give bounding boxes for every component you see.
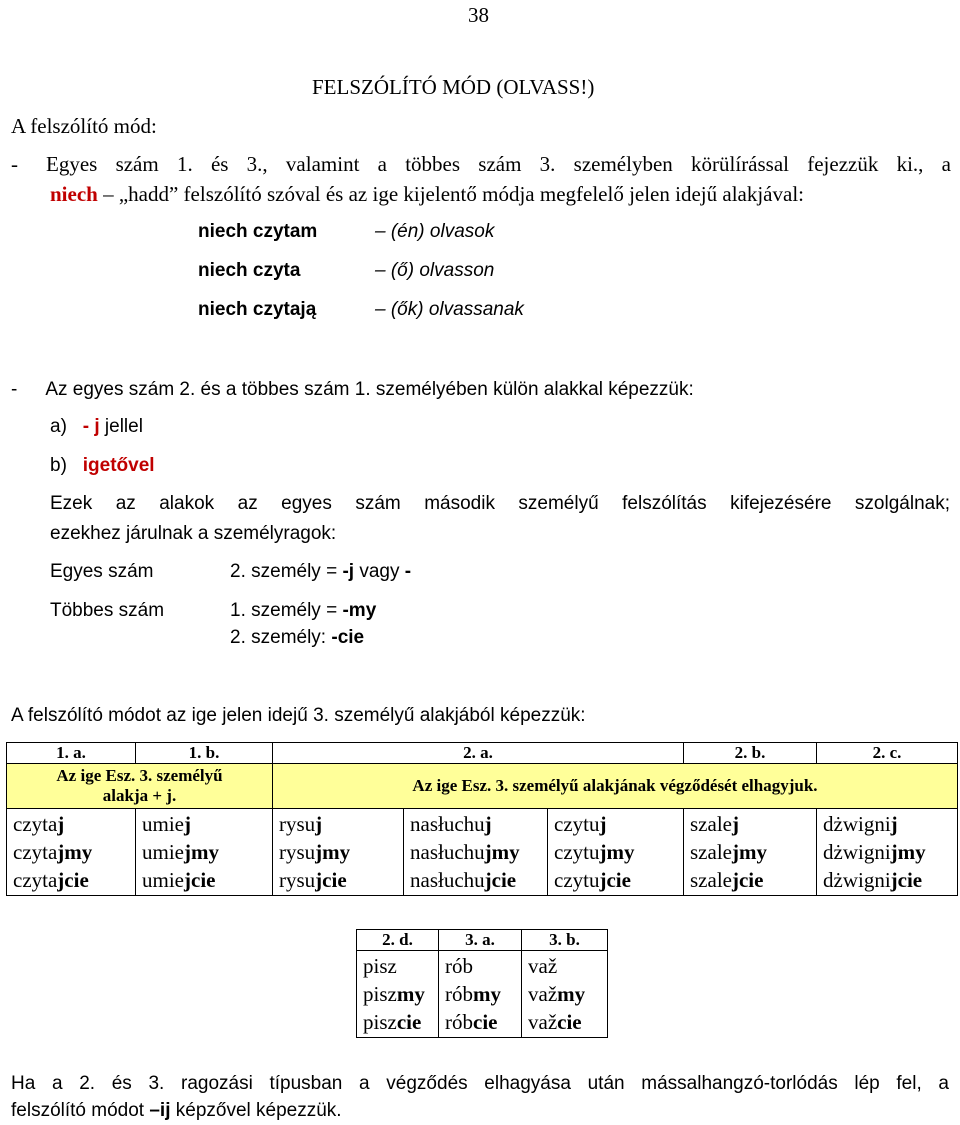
verb-forms-cell (817, 809, 958, 896)
verb-stem: szale (690, 840, 732, 864)
verb-ending: j (890, 812, 898, 836)
verb-stem: rysu (279, 840, 316, 864)
verb-stem: nasłuchu (410, 812, 485, 836)
rule-drop-ending: Az ige Esz. 3. személyű alakjának végződését elhagyjuk. (273, 764, 958, 809)
niech-example-1 (198, 220, 317, 244)
verb-stem: rysu (279, 868, 316, 892)
table-header-row (357, 930, 608, 951)
verb-ending: jmy (184, 840, 219, 864)
option-a-text: jellel (99, 416, 143, 437)
niech-example-3 (198, 298, 316, 322)
verb-form (823, 810, 951, 838)
singular-j: -j (342, 561, 355, 582)
verb-form (142, 866, 266, 894)
niech-polish: niech czytam (198, 221, 318, 242)
verb-ending: cie (396, 1010, 422, 1034)
verb-form (445, 1008, 515, 1036)
verb-form (363, 1008, 432, 1036)
page-number: 38 (468, 3, 489, 27)
verb-form (528, 980, 601, 1008)
table-header: 1. b. (136, 743, 273, 764)
niech-polish: niech czytają (198, 299, 317, 320)
option-a (50, 415, 143, 439)
singular-dash: - (404, 561, 412, 582)
verb-forms-cell (357, 951, 439, 1038)
option-b-red: igetővel (82, 455, 155, 476)
table-header: 2. d. (357, 930, 439, 951)
verb-form (690, 866, 810, 894)
bullet1-text: Egyes szám 1. és 3., valamint a többes szám 3. személyben körülírással fejezzük ki., a (46, 152, 951, 176)
bullet-dash: - (11, 152, 18, 176)
plural1-my: -my (342, 600, 377, 621)
verb-form (410, 838, 541, 866)
table-forms-row (357, 951, 608, 1038)
verb-ending: jmy (599, 840, 635, 864)
verb-form (410, 810, 541, 838)
verb-ending: jmy (315, 840, 351, 864)
verb-forms-cell (136, 809, 273, 896)
plural1-text: 1. személy = (230, 600, 343, 621)
table-header: 2. c. (817, 743, 958, 764)
verb-form (363, 980, 432, 1008)
verb-forms-cell (7, 809, 136, 896)
verb-forms-cell (548, 809, 684, 896)
verb-form (13, 866, 129, 894)
verb-stem: nasłuchu (410, 840, 485, 864)
verb-stem: rób (445, 954, 473, 978)
table-header-row (7, 743, 958, 764)
bullet-dash: - (11, 379, 18, 400)
verb-ending: jcie (731, 868, 764, 892)
verb-form (13, 838, 129, 866)
verb-form (142, 838, 266, 866)
verb-form (363, 952, 432, 980)
verb-form (554, 866, 677, 894)
verb-ending: cie (473, 1010, 498, 1034)
plural-ending-1 (230, 599, 376, 623)
rule-add-j-line2: alakja + j. (102, 786, 177, 805)
verb-form (554, 838, 677, 866)
verb-forms-cell (439, 951, 522, 1038)
niech-translation-3: – (ők) olvassanak (375, 299, 524, 320)
verb-form (823, 838, 951, 866)
verb-stem: pisz (363, 1010, 397, 1034)
verb-ending: jmy (57, 840, 93, 864)
plural-label: Többes szám (50, 600, 165, 621)
option-a-red: - j (82, 416, 100, 437)
niech-polish: niech czyta (198, 260, 301, 281)
footer-text-end: képzővel képezzük. (170, 1100, 342, 1121)
explanation-line1: Ezek az alakok az egyes szám második személyű felszólítás kifejezésére szolgálnak; (50, 493, 950, 514)
verb-form (279, 866, 397, 894)
verb-stem: umie (142, 868, 184, 892)
verb-stem: važ (528, 1010, 558, 1034)
verb-stem: važ (528, 954, 558, 978)
verb-stem: szale (690, 812, 732, 836)
plural2-text: 2. személy: (230, 627, 332, 648)
verb-stem: dżwigni (823, 840, 891, 864)
verb-ending: jmy (484, 840, 520, 864)
verb-stem: umie (142, 812, 184, 836)
footer-line1: Ha a 2. és 3. ragozási típusban a végződés elhagyása után mássalhangzó-torlódás lép fel, a (11, 1073, 949, 1094)
bullet1-line1 (11, 151, 951, 177)
table-header: 3. b. (522, 930, 608, 951)
verb-stem: umie (142, 840, 184, 864)
verb-form (445, 980, 515, 1008)
bullet2-text: Az egyes szám 2. és a többes szám 1. személyében külön alakkal képezzük: (45, 379, 694, 400)
table-header: 1. a. (7, 743, 136, 764)
verb-stem: dżwigni (823, 812, 891, 836)
table-rule-row (7, 764, 958, 809)
verb-ending: cie (557, 1010, 582, 1034)
footer-text: felszólító módot (11, 1100, 150, 1121)
verb-ending: jcie (57, 868, 89, 892)
verb-stem: czyta (13, 868, 58, 892)
verb-stem: czytu (554, 868, 600, 892)
formation-note: A felszólító módot az ige jelen idejű 3. személyű alakjából képezzük: (11, 705, 586, 726)
table-header: 2. b. (684, 743, 817, 764)
verb-ending: jmy (890, 840, 926, 864)
verb-stem: czyta (13, 840, 58, 864)
verb-stem: rób (445, 982, 473, 1006)
table-header: 3. a. (439, 930, 522, 951)
bullet1-line2 (50, 181, 804, 207)
conjugation-table-2 (356, 929, 608, 1038)
verb-stem: nasłuchu (410, 868, 485, 892)
verb-stem: rysu (279, 812, 316, 836)
intro-label: A felszólító mód: (11, 114, 157, 138)
verb-ending: j (315, 812, 323, 836)
verb-ending: j (184, 812, 191, 836)
niech-keyword: niech (50, 182, 98, 206)
verb-ending: my (473, 982, 501, 1006)
verb-ending: jmy (731, 840, 767, 864)
verb-ending: j (599, 812, 607, 836)
table-header: 2. a. (273, 743, 684, 764)
verb-stem: važ (528, 982, 558, 1006)
rule-add-j (7, 764, 273, 809)
verb-form (823, 866, 951, 894)
verb-stem: rób (445, 1010, 473, 1034)
verb-stem: dżwigni (823, 868, 891, 892)
verb-stem: czytu (554, 812, 600, 836)
page-title: FELSZÓLÍTÓ MÓD (OLVASS!) (312, 75, 595, 99)
verb-form (142, 810, 266, 838)
verb-form (410, 866, 541, 894)
footer-ij: –ij (149, 1100, 171, 1121)
verb-ending: jcie (484, 868, 517, 892)
verb-ending: my (557, 982, 586, 1006)
verb-stem: czytu (554, 840, 600, 864)
verb-form (690, 838, 810, 866)
verb-stem: pisz (363, 954, 397, 978)
verb-form (690, 810, 810, 838)
verb-form (445, 952, 515, 980)
verb-form (528, 1008, 601, 1036)
verb-forms-cell (273, 809, 404, 896)
verb-stem: szale (690, 868, 732, 892)
bullet2 (11, 378, 694, 402)
verb-ending: j (57, 812, 65, 836)
conjugation-table-1 (6, 742, 958, 896)
niech-translation-2: – (ő) olvasson (375, 260, 495, 281)
singular-label: Egyes szám (50, 561, 154, 582)
rule-add-j-line1: Az ige Esz. 3. személyű (56, 766, 223, 785)
plural2-cie: -cie (331, 627, 365, 648)
option-a-label: a) (50, 416, 67, 437)
niech-example-2 (198, 259, 300, 283)
verb-ending: jcie (184, 868, 216, 892)
niech-translation-1: – (én) olvasok (375, 221, 495, 242)
singular-ending (230, 560, 411, 584)
verb-ending: j (731, 812, 739, 836)
verb-ending: my (396, 982, 425, 1006)
option-b (50, 454, 155, 478)
singular-text: 2. személy = (230, 561, 343, 582)
verb-ending: jcie (315, 868, 347, 892)
singular-or: vagy (354, 561, 405, 582)
verb-ending: jcie (599, 868, 631, 892)
verb-form (13, 810, 129, 838)
verb-form (279, 810, 397, 838)
verb-stem: pisz (363, 982, 397, 1006)
verb-forms-cell (684, 809, 817, 896)
verb-stem: czyta (13, 812, 58, 836)
bullet1-line2-text: – „hadd” felszólító szóval és az ige kijelentő módja megfelelő jelen idejű alakjával: (97, 182, 804, 206)
option-b-label: b) (50, 455, 67, 476)
verb-forms-cell (522, 951, 608, 1038)
verb-form (528, 952, 601, 980)
explanation-line2: ezekhez járulnak a személyragok: (50, 523, 337, 544)
verb-ending: jcie (890, 868, 923, 892)
verb-forms-cell (404, 809, 548, 896)
verb-ending: j (484, 812, 492, 836)
table-forms-row (7, 809, 958, 896)
plural-ending-2 (230, 626, 364, 650)
verb-form (279, 838, 397, 866)
verb-form (554, 810, 677, 838)
footer-line2 (11, 1099, 342, 1123)
